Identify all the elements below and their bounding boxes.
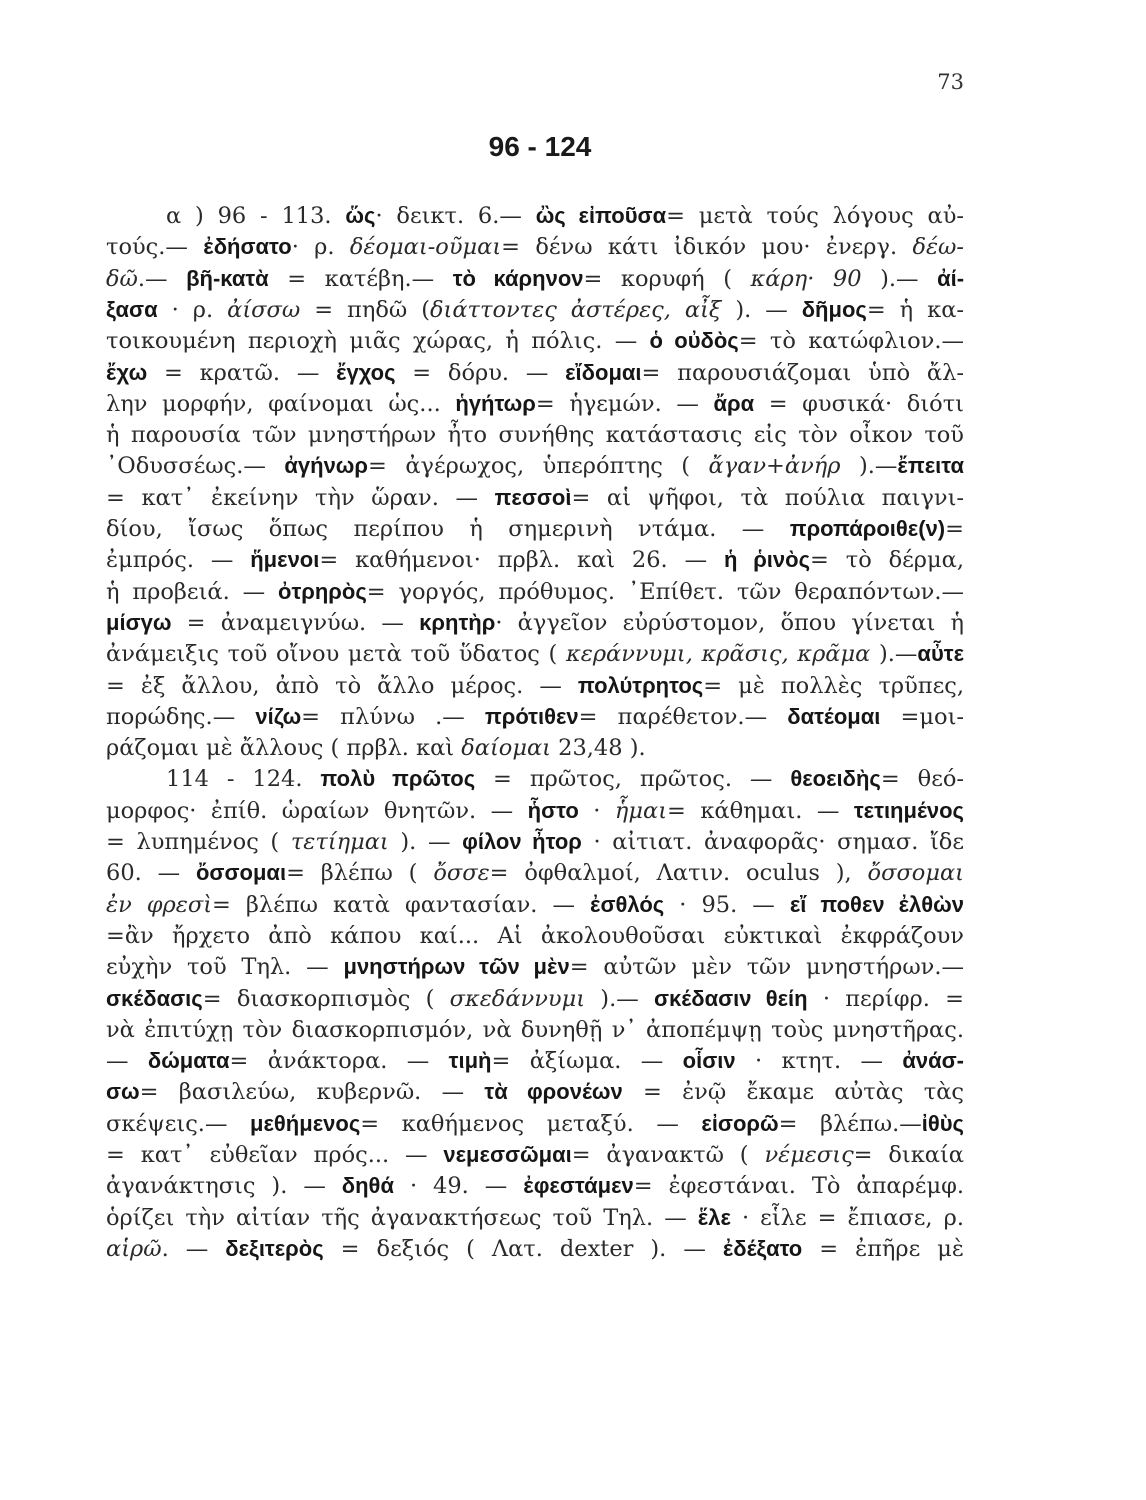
gloss-text: = ἡγεμών. —	[535, 390, 714, 417]
gloss-text: = ἀναμειγνύω. —	[171, 609, 420, 636]
italic-term: κάρη· 90	[750, 265, 862, 292]
gloss-text: = ἐφεστάναι. Τὸ ἀπαρέμφ.	[633, 1173, 964, 1200]
text-line	[106, 450, 964, 482]
gloss-text: · 95. —	[664, 891, 790, 918]
gloss-text: δίου, ἴσως ὅπως περίπου ἡ σημερινὴ ντάμα. —	[106, 516, 790, 542]
gloss-text: · περίφρ. =	[807, 985, 964, 1012]
gloss-text: = δόρυ. —	[395, 359, 566, 386]
gloss-text: = βλέπω.—	[778, 1110, 922, 1137]
gloss-text: 23,48 ).	[551, 735, 646, 762]
headword: σω	[106, 1079, 140, 1105]
headword: ἔπειτα	[897, 453, 964, 479]
italic-term: αἱρῶ	[106, 1235, 162, 1262]
headword: θεοειδὴς	[790, 766, 881, 792]
text-line	[106, 607, 964, 639]
text-line	[106, 701, 964, 733]
gloss-text: · εἷλε = ἔπιασε, ρ.	[730, 1204, 965, 1231]
headword: βῆ-κατὰ	[186, 265, 269, 291]
headword: ἔχω	[106, 359, 148, 385]
text-line	[106, 325, 964, 357]
headword: εἴ ποθεν ἐλθὼν	[789, 891, 965, 917]
italic-term: ἐν φρεσὶ	[106, 891, 213, 918]
headword: προπάροιθε(ν)	[789, 516, 946, 541]
headword: ὁ οὐδὸς	[649, 328, 739, 354]
gloss-text: ἡ προβειά. —	[106, 578, 278, 605]
text-line	[106, 1045, 964, 1077]
text-line	[106, 1233, 964, 1265]
gloss-text: = κρατῶ. —	[147, 359, 337, 386]
italic-term: ὄσσε	[433, 860, 490, 887]
gloss-text: ᾽Οδυσσέως.—	[106, 453, 285, 480]
text-line	[106, 920, 964, 952]
gloss-text: ·	[578, 797, 615, 824]
headword: δηθά	[341, 1173, 394, 1199]
gloss-text: = αἱ ψῆφοι, τὰ πούλια παιγνι-	[571, 484, 965, 511]
italic-term: δέομαι-οῦμαι	[349, 234, 502, 261]
headword: ἡγήτωρ	[455, 390, 536, 416]
text-line	[106, 231, 964, 263]
gloss-text: = παρουσιάζομαι ὑπὸ ἄλ-	[641, 359, 964, 386]
gloss-text: . —	[161, 1235, 226, 1262]
gloss-text: ). —	[721, 296, 802, 323]
gloss-text: = πρῶτος, πρῶτος. —	[475, 766, 791, 793]
italic-term: ἄγαν+ἀνήρ	[708, 453, 841, 480]
text-line	[106, 388, 964, 420]
gloss-text: = κατ᾽ εὐθεῖαν πρός... —	[106, 1142, 444, 1168]
headword: ἐδήσατο	[203, 234, 292, 260]
headword: τὸ κάρηνον	[452, 265, 584, 291]
gloss-text: · αἰτιατ. ἀναφορᾶς· σημασ. ἴδε	[581, 829, 964, 855]
italic-term: νέμεσις	[764, 1142, 854, 1168]
text-line	[106, 951, 964, 983]
gloss-text: = δικαία	[853, 1142, 965, 1168]
gloss-text: =μοι-	[880, 703, 964, 730]
headword: μίσγω	[106, 609, 172, 635]
gloss-text: τοικουμένη περιοχὴ μιᾶς χώρας, ἡ πόλις. —	[106, 328, 650, 355]
text-line	[106, 795, 964, 827]
gloss-text: = βλέπω (	[286, 860, 434, 887]
text-line	[106, 732, 646, 764]
headword: δῆμος	[801, 296, 867, 322]
headword: ἰθὺς	[921, 1110, 964, 1136]
text-line	[106, 419, 964, 451]
gloss-text: = τὸ κατώφλιον.—	[738, 328, 964, 355]
headword: ὢς εἰποῦσα	[535, 203, 667, 228]
section-heading: 96 - 124	[488, 131, 592, 162]
italic-term: τετίημαι	[290, 829, 389, 855]
headword: ἧστο	[527, 797, 579, 823]
text-line	[106, 294, 964, 326]
headword: πεσσοὶ	[494, 484, 572, 510]
gloss-text: ).—	[840, 453, 898, 480]
headword: πολύτρητος	[577, 672, 704, 698]
headword: δώματα	[147, 1048, 230, 1074]
headword: ἀί-	[937, 265, 965, 291]
gloss-text: = ἀγέρωχος, ὑπερόπτης (	[368, 453, 709, 480]
headword: ὥς	[345, 203, 376, 228]
gloss-text: = δεξιός ( Λατ. dexter ). —	[323, 1235, 723, 1262]
headword: ξασα	[106, 296, 158, 322]
headword: πρότιθεν	[484, 703, 579, 729]
headword: εἴδομαι	[565, 359, 642, 385]
gloss-text: = ὀφθαλμοί, Λατιν. oculus ),	[489, 860, 868, 887]
headword: σκέδασις	[106, 985, 203, 1011]
text-line	[106, 482, 964, 514]
headword: τιμὴ	[448, 1048, 492, 1074]
headword: ὄσσομαι	[195, 860, 287, 886]
gloss-text: = βασιλεύω, κυβερνῶ. —	[139, 1079, 485, 1106]
gloss-text: = παρέθετον.—	[578, 703, 788, 730]
headword: ἐσθλός	[590, 891, 665, 917]
headword: ἥμενοι	[250, 547, 320, 573]
gloss-text: ).—	[870, 641, 918, 668]
gloss-text: = ἡ κα-	[866, 296, 965, 323]
gloss-text: = βλέπω κατὰ φαντασίαν. —	[212, 891, 590, 918]
italic-term: δαίομαι	[461, 735, 551, 762]
headword: νίζω	[255, 703, 302, 729]
headword: δεξιτερὸς	[225, 1235, 324, 1261]
gloss-text: νὰ ἐπιτύχῃ τὸν διασκορπισμόν, νὰ δυνηθῇ ν᾽ ἀποπέμψῃ τοὺς μνηστῆρας.	[106, 1016, 964, 1043]
text-line	[106, 1202, 964, 1234]
gloss-text: 60. —	[106, 860, 196, 887]
headword: ὀτρηρὸς	[278, 578, 367, 604]
gloss-text: ).—	[861, 265, 938, 292]
gloss-text: = ἀνάκτορα. —	[229, 1048, 449, 1075]
headword: ἀγήνωρ	[284, 453, 369, 479]
text-line	[106, 263, 964, 295]
gloss-text: = πλύνω .—	[301, 703, 485, 730]
text-line	[106, 983, 964, 1015]
headword: ἡ ῥινὸς	[723, 547, 811, 573]
gloss-text: ). —	[388, 829, 463, 855]
gloss-text: ).—	[585, 985, 654, 1012]
gloss-text: = μετὰ τούς λόγους αὐ-	[666, 203, 964, 229]
italic-term: ὄσσομαι	[867, 860, 964, 887]
gloss-text: = διασκορπισμὸς (	[202, 985, 450, 1012]
headword: ἔγχος	[336, 359, 396, 385]
headword: τετιημένος	[853, 797, 964, 823]
page-number: 73	[937, 70, 964, 94]
italic-term: κεράννυμι, κρᾶσις, κρᾶμα	[565, 641, 871, 668]
text-line	[106, 857, 964, 889]
text-line	[166, 763, 964, 795]
text-line	[106, 889, 964, 921]
headword: φίλον ἦτορ	[462, 829, 582, 854]
gloss-text: ράζομαι μὲ ἄλλους ( πρβλ. καὶ	[106, 735, 462, 762]
headword: ἀνάσ-	[902, 1048, 964, 1074]
gloss-text: = ἀγανακτῶ (	[571, 1142, 765, 1168]
headword: ἐδέξατο	[722, 1235, 803, 1261]
gloss-text: = λυπημένος (	[106, 829, 291, 855]
text-line	[106, 544, 964, 576]
gloss-text: α ) 96 - 113.	[166, 203, 346, 229]
gloss-text: = αὐτῶν μὲν τῶν μνηστήρων.—	[569, 954, 964, 981]
gloss-text: = ἐνῷ ἔκαμε αὐτὰς τὰς	[622, 1079, 964, 1106]
gloss-text: λην μορφήν, φαίνομαι ὡς...	[106, 390, 456, 417]
italic-term: δῶ	[106, 265, 138, 292]
text-line	[106, 1014, 964, 1046]
headword: σκέδασιν θείη	[653, 985, 808, 1011]
text-line	[106, 670, 964, 702]
gloss-text: τούς.—	[106, 234, 204, 261]
text-line	[106, 357, 964, 389]
gloss-text: μορφος· ἐπίθ. ὡραίων θνητῶν. —	[106, 797, 528, 824]
text-line	[106, 1170, 964, 1202]
gloss-text: · ρ.	[291, 234, 350, 261]
gloss-text: = ἐξ ἄλλου, ἀπὸ τὸ ἄλλο μέρος. —	[106, 672, 578, 699]
gloss-text: · δεικτ. 6.—	[375, 203, 536, 229]
gloss-text: = μὲ πολλὲς τρῦπες,	[703, 672, 964, 699]
gloss-text: πορώδης.—	[106, 703, 256, 730]
gloss-text: = δένω κάτι ἰδικόν μου· ἐνεργ.	[501, 234, 913, 261]
italic-term: σκεδάννυμι	[449, 985, 586, 1012]
headword: πολὺ πρῶτος	[320, 766, 476, 792]
gloss-text: σκέψεις.—	[106, 1110, 251, 1137]
headword: τὰ φρονέων	[484, 1079, 623, 1105]
gloss-text: · ρ.	[157, 296, 228, 323]
italic-term: ἀίσσω	[227, 296, 301, 323]
headword: μνηστήρων τῶν μὲν	[343, 954, 570, 980]
gloss-text: = γοργός, πρόθυμος. ᾽Επίθετ. τῶν θεραπόντων.—	[366, 578, 964, 605]
gloss-text: · ἀγγεῖον εὐρύστομον, ὅπου γίνεται ἡ	[495, 609, 964, 636]
text-line	[106, 1108, 964, 1140]
gloss-text: = καθήμενος μεταξύ. —	[360, 1110, 702, 1137]
gloss-text: · κτητ. —	[735, 1048, 903, 1075]
headword: αὖτε	[917, 641, 965, 667]
text-line	[106, 513, 964, 545]
gloss-text: = ἀξίωμα. —	[491, 1048, 683, 1075]
gloss-text: .—	[137, 265, 187, 292]
headword: εἰσορῶ	[701, 1110, 779, 1136]
headword: μεθήμενος	[250, 1110, 361, 1136]
gloss-text: 114 - 124.	[166, 766, 321, 793]
gloss-text: = κατέβη.—	[268, 265, 453, 292]
gloss-text: = καθήμενοι· πρβλ. καὶ 26. —	[319, 547, 724, 574]
gloss-text: = τὸ δέρμα,	[810, 547, 964, 574]
text-line	[106, 638, 964, 670]
gloss-text: = φυσικά· διότι	[754, 390, 964, 417]
headword: ἕλε	[697, 1204, 731, 1230]
headword: ἐφεστάμεν	[523, 1173, 634, 1199]
gloss-text: = πηδῶ (	[300, 296, 430, 323]
italic-term: δέω-	[912, 234, 965, 261]
italic-term: ἧμαι	[614, 797, 668, 824]
headword: ἄρα	[713, 390, 755, 416]
gloss-text: ἀνάμειξις τοῦ οἴνου μετὰ τοῦ ὕδατος (	[106, 641, 566, 668]
gloss-text: εὐχὴν τοῦ Τηλ. —	[106, 954, 344, 981]
headword: οἷσιν	[682, 1048, 736, 1074]
text-line	[166, 200, 964, 232]
text-line	[106, 1139, 964, 1171]
gloss-text: ἡ παρουσία τῶν μνηστήρων ἦτο συνήθης κατάστασις εἰς τὸν οἶκον τοῦ	[106, 422, 964, 449]
gloss-text: ἀγανάκτησις ). —	[106, 1173, 342, 1200]
gloss-text: —	[106, 1048, 148, 1075]
gloss-text: =	[945, 516, 964, 542]
text-line	[106, 576, 964, 608]
gloss-text: = κάθημαι. —	[667, 797, 854, 824]
gloss-text: · 49. —	[393, 1173, 524, 1200]
headword: κρητὴρ	[419, 609, 496, 635]
headword: δατέομαι	[787, 703, 881, 729]
gloss-text: = ἐπῆρε μὲ	[802, 1235, 964, 1262]
text-line	[106, 1076, 964, 1108]
gloss-text: ὁρίζει τὴν αἰτίαν τῆς ἀγανακτήσεως τοῦ Τηλ. —	[106, 1204, 698, 1231]
gloss-text: =ἂν ἤρχετο ἀπὸ κάπου καί... Αἱ ἀκολουθοῦσαι εὐκτικαὶ ἐκφράζουν	[106, 922, 964, 949]
gloss-text: = κατ᾽ ἐκείνην τὴν ὥραν. —	[106, 484, 495, 511]
italic-term: διάττοντες ἀστέρες, αἶξ	[430, 296, 722, 323]
text-line	[106, 826, 964, 858]
gloss-text: = κορυφή (	[583, 265, 751, 292]
gloss-text: = θεό-	[880, 766, 964, 793]
headword: νεμεσσῶμαι	[443, 1142, 572, 1167]
gloss-text: ἐμπρός. —	[106, 547, 251, 574]
